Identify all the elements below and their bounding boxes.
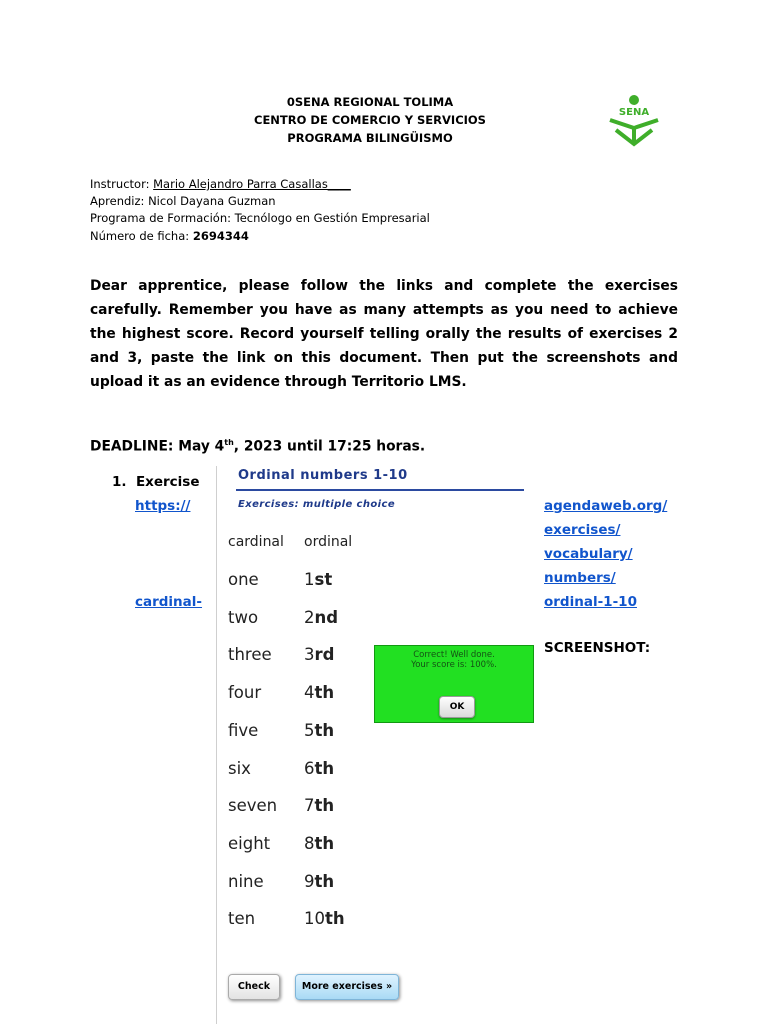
svg-text:SENA: SENA: [618, 107, 650, 118]
ordinal-number: 10: [304, 909, 325, 928]
ordinal-number: 4: [304, 683, 315, 702]
sena-logo-icon: [606, 94, 662, 150]
header-line-1: 0SENA REGIONAL TOLIMA: [286, 95, 454, 109]
header-line-2: CENTRO DE COMERCIO Y SERVICIOS: [254, 113, 486, 127]
cardinal-word: six: [228, 759, 251, 778]
column-header-ordinal: ordinal: [304, 534, 353, 550]
ordinal-suffix: th: [314, 872, 335, 891]
cardinal-word: four: [228, 683, 262, 702]
cardinal-word: seven: [228, 796, 278, 815]
column-header-cardinal: cardinal: [228, 534, 284, 550]
screenshot-label: SCREENSHOT:: [544, 640, 651, 656]
cardinal-word: eight: [228, 834, 271, 853]
ordinal-number: 8: [304, 834, 315, 853]
ordinal-answer: [304, 909, 345, 928]
ok-button[interactable]: OK: [439, 696, 475, 718]
programa-line: Programa de Formación: Tecnólogo en Gestión Empresarial: [90, 211, 430, 225]
ordinal-answer: [304, 683, 334, 702]
ordinal-number: 6: [304, 759, 315, 778]
header-line-3: PROGRAMA BILINGÜISMO: [287, 131, 453, 145]
ordinal-answer: [304, 796, 334, 815]
ordinal-number: 2: [304, 608, 315, 627]
exercise-link-part-1[interactable]: https://: [135, 498, 191, 514]
popup-line-2: Your score is: 100%.: [411, 660, 497, 670]
ordinal-suffix: th: [314, 834, 335, 853]
screenshot-title: Ordinal numbers 1-10: [238, 468, 408, 483]
exercise-link-part-7[interactable]: ordinal-1-10: [544, 594, 637, 610]
ficha-label: Número de ficha:: [90, 229, 193, 243]
exercise-link-part-6[interactable]: numbers/: [544, 570, 616, 586]
check-button[interactable]: Check: [228, 974, 280, 1000]
exercise-link-part-5[interactable]: vocabulary/: [544, 546, 633, 562]
screenshot-border: [216, 466, 217, 1024]
exercise-number: 1.: [112, 474, 127, 490]
cardinal-word: two: [228, 608, 259, 627]
exercise-screenshot: [216, 466, 536, 1024]
exercise-label: Exercise: [135, 474, 200, 490]
cardinal-word: nine: [228, 872, 264, 891]
instructions-paragraph: Dear apprentice, please follow the links and complete the exercises carefully. Remember you have as many attempts as you need to achieve the highest score. Record yourself telling orally the results of exercises 2 and 3, paste the link on this document. Then put the screenshots and upload it as an evidence through Territorio LMS.: [90, 278, 678, 390]
popup-line-1: Correct! Well done.: [413, 650, 495, 660]
ordinal-number: 9: [304, 872, 315, 891]
ficha-line: [90, 229, 249, 243]
result-popup: [374, 645, 534, 723]
ordinal-suffix: st: [314, 570, 333, 589]
ordinal-number: 3: [304, 645, 315, 664]
ordinal-answer: [304, 645, 334, 664]
ordinal-answer: [304, 721, 334, 740]
cardinal-word: one: [228, 570, 259, 589]
ordinal-suffix: th: [314, 759, 335, 778]
ficha-value: 2694344: [192, 229, 249, 243]
instructor-value: Mario Alejandro Parra Casallas____: [153, 177, 351, 191]
ordinal-answer: [304, 570, 332, 589]
ordinal-suffix: th: [314, 721, 335, 740]
title-divider: [236, 489, 524, 491]
exercise-link-part-4[interactable]: exercises/: [544, 522, 621, 538]
ordinal-suffix: th: [325, 909, 345, 928]
ordinal-suffix: th: [314, 796, 335, 815]
cardinal-word: three: [228, 645, 272, 664]
cardinal-word: ten: [228, 909, 256, 928]
screenshot-subtitle: Exercises: multiple choice: [238, 499, 395, 510]
popup-message: [375, 650, 533, 670]
exercise-item: [112, 474, 200, 490]
ordinal-number: 1: [304, 570, 315, 589]
ordinal-suffix: th: [314, 683, 335, 702]
ordinal-number: 5: [304, 721, 315, 740]
deadline: [90, 438, 425, 455]
cardinal-word: five: [228, 721, 259, 740]
exercise-link-part-2[interactable]: cardinal-: [135, 594, 203, 610]
ordinal-suffix: rd: [314, 645, 335, 664]
ordinal-answer: [304, 759, 334, 778]
ordinal-answer: [304, 834, 334, 853]
more-exercises-button[interactable]: More exercises »: [295, 974, 399, 1000]
deadline-prefix: DEADLINE: May 4: [90, 438, 225, 455]
aprendiz-line: Aprendiz: Nicol Dayana Guzman: [90, 194, 276, 208]
ordinal-answer: [304, 608, 338, 627]
ordinal-number: 7: [304, 796, 315, 815]
exercise-link-part-3[interactable]: agendaweb.org/: [544, 498, 668, 514]
ordinal-suffix: nd: [314, 608, 339, 627]
deadline-suffix: , 2023 until 17:25 horas.: [233, 438, 426, 455]
deadline-sup: th: [224, 438, 234, 447]
instructor-line: [90, 177, 351, 191]
ordinal-answer: [304, 872, 334, 891]
instructor-label: Instructor:: [90, 177, 154, 191]
